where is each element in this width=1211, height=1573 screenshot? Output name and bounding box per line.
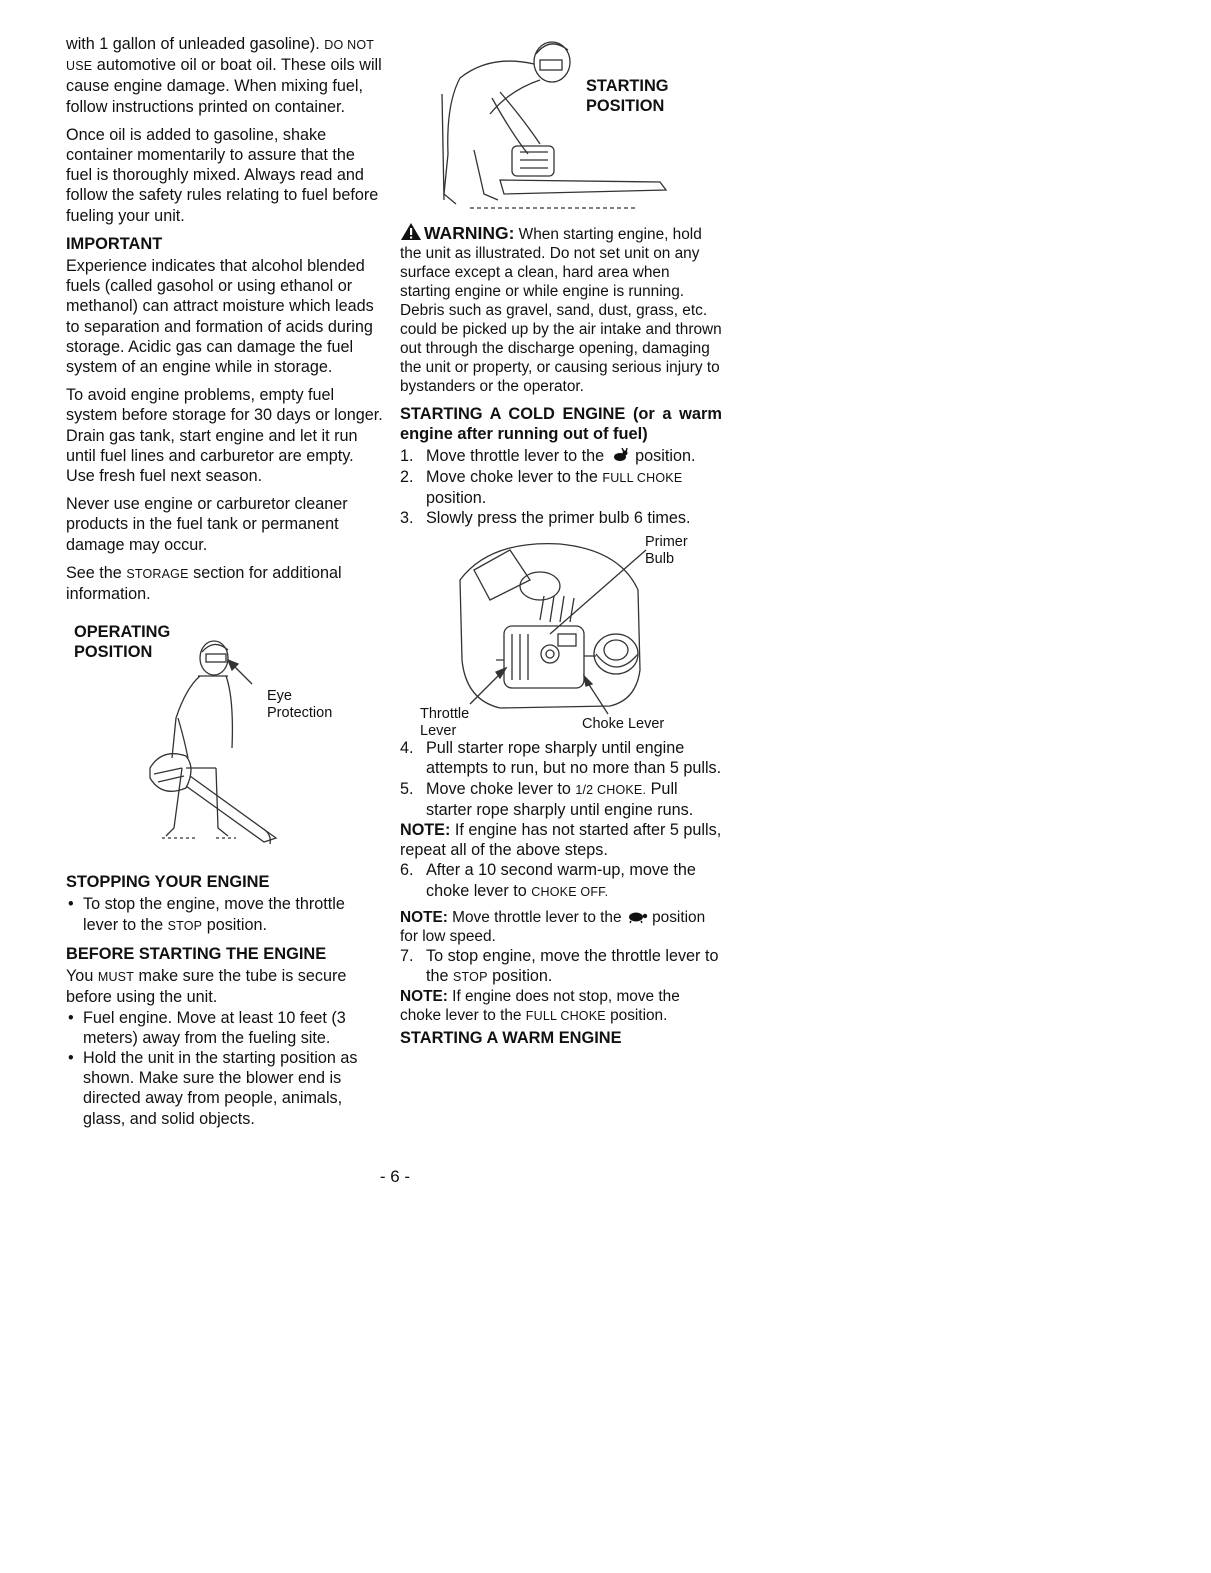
list-item: 6. After a 10 second warm-up, move the choke lever to CHOKE OFF. bbox=[400, 861, 696, 900]
choke-lever-label: Choke Lever bbox=[582, 716, 665, 733]
list-item: • Fuel engine. Move at least 10 feet (3 meters) away from the fueling site. bbox=[66, 1008, 384, 1048]
before-starting-paragraph: You MUST make sure the tube is secure before using the unit. bbox=[66, 967, 347, 1007]
operating-position-title-line2: POSITION bbox=[74, 643, 153, 662]
warning-text: When starting engine, hold the unit as illustrated. Do not set unit on any surface except a clean, hard area when starting engine or while engine is running. Debris such as gravel, sand, dust, grass, etc. could be picked up by the air intake and thrown out through the discharge opening, damaging the unit or property, or causing serious injury to bystanders or the operator. bbox=[400, 226, 722, 395]
warmup-step bbox=[400, 860, 722, 901]
alcohol-fuel-paragraph: Experience indicates that alcohol blended fuels (called gasohol or using ethanol or methanol) can attract moisture which leads to separation and formation of acids during storage. Acidic gas can damage the fuel system of an engine while in storage. bbox=[66, 257, 374, 377]
cold-engine-heading: STARTING A COLD ENGINE (or a warm engine after running out of fuel) bbox=[400, 405, 722, 444]
engine-controls-figure bbox=[400, 530, 722, 738]
stopping-engine-list bbox=[66, 894, 384, 935]
left-column bbox=[66, 34, 384, 1129]
cold-start-steps-continued bbox=[400, 738, 722, 820]
list-item: • Hold the unit in the starting position as shown. Make sure the blower end is directed away from people, animals, glass, and solid objects. bbox=[66, 1048, 384, 1129]
note-low-speed: NOTE: Move throttle lever to the position for low speed. bbox=[400, 908, 706, 945]
before-starting-heading: BEFORE STARTING THE ENGINE bbox=[66, 944, 327, 963]
note-engine-not-stopping: NOTE: If engine does not stop, move the choke lever to the FULL CHOKE position. bbox=[400, 988, 680, 1025]
throttle-lever-label-line2: Lever bbox=[420, 723, 457, 740]
list-item: 5. Move choke lever to 1/2 CHOKE. Pull starter rope sharply until engine runs. bbox=[400, 779, 694, 819]
list-item: 2. Move choke lever to the FULL CHOKE position. bbox=[400, 467, 683, 507]
list-item: 3. Slowly press the primer bulb 6 times. bbox=[400, 509, 691, 528]
starting-position-illustration bbox=[400, 34, 722, 220]
warning-paragraph bbox=[400, 222, 722, 396]
oil-mixing-paragraph: Once oil is added to gasoline, shake container momentarily to assure that the fuel is thoroughly mixed. Always read and follow the safety rules relating to fuel before fueling your unit. bbox=[66, 125, 379, 225]
warning-label: WARNING: bbox=[424, 223, 515, 243]
warning-triangle-icon bbox=[400, 222, 422, 241]
starting-position-figure bbox=[400, 34, 722, 220]
rabbit-icon bbox=[609, 448, 631, 462]
list-item: 1. Move throttle lever to the position. bbox=[400, 447, 696, 466]
starting-position-title-line1: STARTING bbox=[586, 77, 669, 95]
storage-reference-paragraph: See the STORAGE section for additional information. bbox=[66, 563, 342, 604]
list-item: • To stop the engine, move the throttle lever to the STOP position. bbox=[66, 894, 384, 935]
list-item: 4. Pull starter rope sharply until engine attempts to run, but no more than 5 pulls. bbox=[400, 739, 722, 778]
cleaner-warning-paragraph: Never use engine or carburetor cleaner products in the fuel tank or permanent damage may occur. bbox=[66, 495, 348, 554]
eye-protection-label-line2: Protection bbox=[267, 705, 333, 722]
operating-position-title-line1: OPERATING bbox=[74, 623, 171, 642]
fuel-mixing-paragraph: with 1 gallon of unleaded gasoline). DO NOT USE automotive oil or boat oil. These oils will cause engine damage. When mixing fuel, follow instructions printed on container. bbox=[66, 35, 382, 116]
right-column bbox=[400, 34, 722, 1050]
starting-position-title-line2: POSITION bbox=[586, 97, 665, 115]
primer-bulb-label-line1: Primer bbox=[645, 534, 688, 551]
before-starting-list bbox=[66, 1008, 384, 1129]
list-item: 7. To stop engine, move the throttle lever to the STOP position. bbox=[400, 946, 719, 986]
cold-start-steps bbox=[400, 446, 722, 528]
stop-engine-step bbox=[400, 946, 722, 987]
operating-position-figure bbox=[66, 618, 384, 870]
note-restart: NOTE: If engine has not started after 5 pulls, repeat all of the above steps. bbox=[400, 821, 722, 860]
stopping-engine-heading: STOPPING YOUR ENGINE bbox=[66, 873, 270, 892]
throttle-lever-label-line1: Throttle bbox=[420, 706, 470, 723]
primer-bulb-label-line2: Bulb bbox=[645, 551, 675, 568]
storage-paragraph: To avoid engine problems, empty fuel system before storage for 30 days or longer. Drain gas tank, start engine and let it run until fuel lines and carburetor are empty. Use fresh fuel next season. bbox=[66, 386, 383, 486]
page-number: - 6 - bbox=[379, 1167, 411, 1186]
eye-protection-label-line1: Eye bbox=[267, 688, 292, 705]
important-heading: IMPORTANT bbox=[66, 234, 163, 253]
turtle-icon bbox=[626, 911, 648, 923]
warm-engine-heading: STARTING A WARM ENGINE bbox=[400, 1029, 622, 1048]
